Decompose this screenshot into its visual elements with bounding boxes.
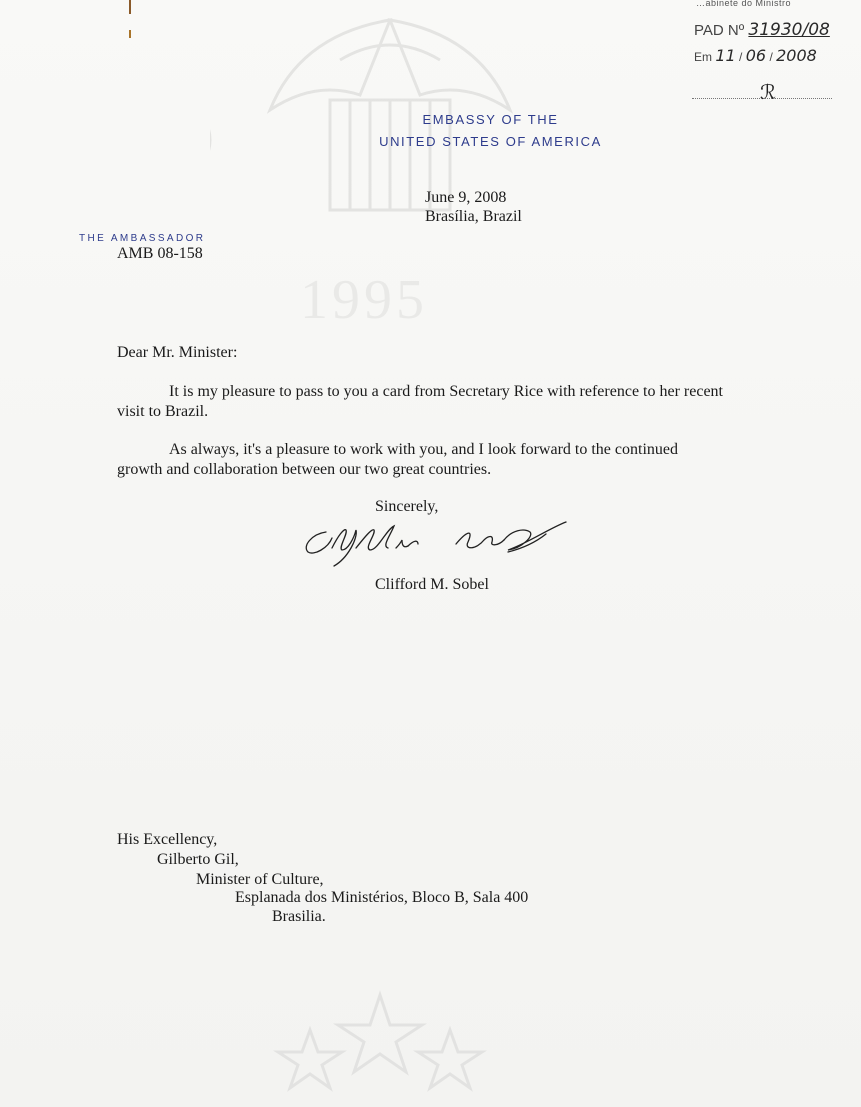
recipient-line-1: His Excellency, [117, 831, 218, 848]
stamp-rule [692, 98, 832, 99]
closing: Sincerely, [375, 498, 439, 515]
reference-number: AMB 08-158 [117, 245, 203, 262]
recipient-line-5: Brasilia. [272, 908, 326, 925]
recipient-line-3: Minister of Culture, [196, 871, 324, 888]
stamp-initial: ℛ [760, 80, 776, 104]
signature [298, 518, 570, 572]
date-block [425, 188, 522, 226]
stamp-date: Em 11 / 06 / 2008 [694, 46, 817, 65]
ambassador-label: THE AMBASSADOR [79, 233, 206, 244]
recipient-line-4: Esplanada dos Ministérios, Bloco B, Sala 400 [235, 889, 529, 906]
letter-date: June 9, 2008 [425, 189, 507, 206]
stamp-protocol-number: 31930/08 [748, 20, 830, 40]
stamp-date-month: 06 [745, 46, 767, 65]
paragraph-2: As always, it's a pleasure to work with you, and I look forward to the continued growth and collaboration between our two great countries. [117, 441, 678, 478]
stamp-header: …abinete do Ministro [696, 0, 792, 8]
stamp-date-year: 2008 [776, 46, 817, 65]
stars-watermark [250, 990, 510, 1107]
stamp-protocol [694, 20, 830, 40]
salutation: Dear Mr. Minister: [117, 344, 238, 361]
stamp-date-day: 11 [715, 46, 736, 65]
letterhead-line-2: UNITED STATES OF AMERICA [379, 134, 602, 149]
paragraph-1: It is my pleasure to pass to you a card from Secretary Rice with reference to her recent visit to Brazil. [117, 383, 723, 420]
letterhead-line-1: EMBASSY OF THE [422, 112, 559, 127]
rust-mark [128, 0, 132, 44]
stamp-protocol-prefix: PAD Nº [694, 22, 745, 39]
signer-name: Clifford M. Sobel [375, 576, 489, 593]
watermark-year: 1995 [300, 269, 428, 331]
recipient-line-2: Gilberto Gil, [157, 851, 239, 868]
stamp-date-prefix: Em [694, 50, 712, 64]
letter-place: Brasília, Brazil [425, 208, 522, 225]
